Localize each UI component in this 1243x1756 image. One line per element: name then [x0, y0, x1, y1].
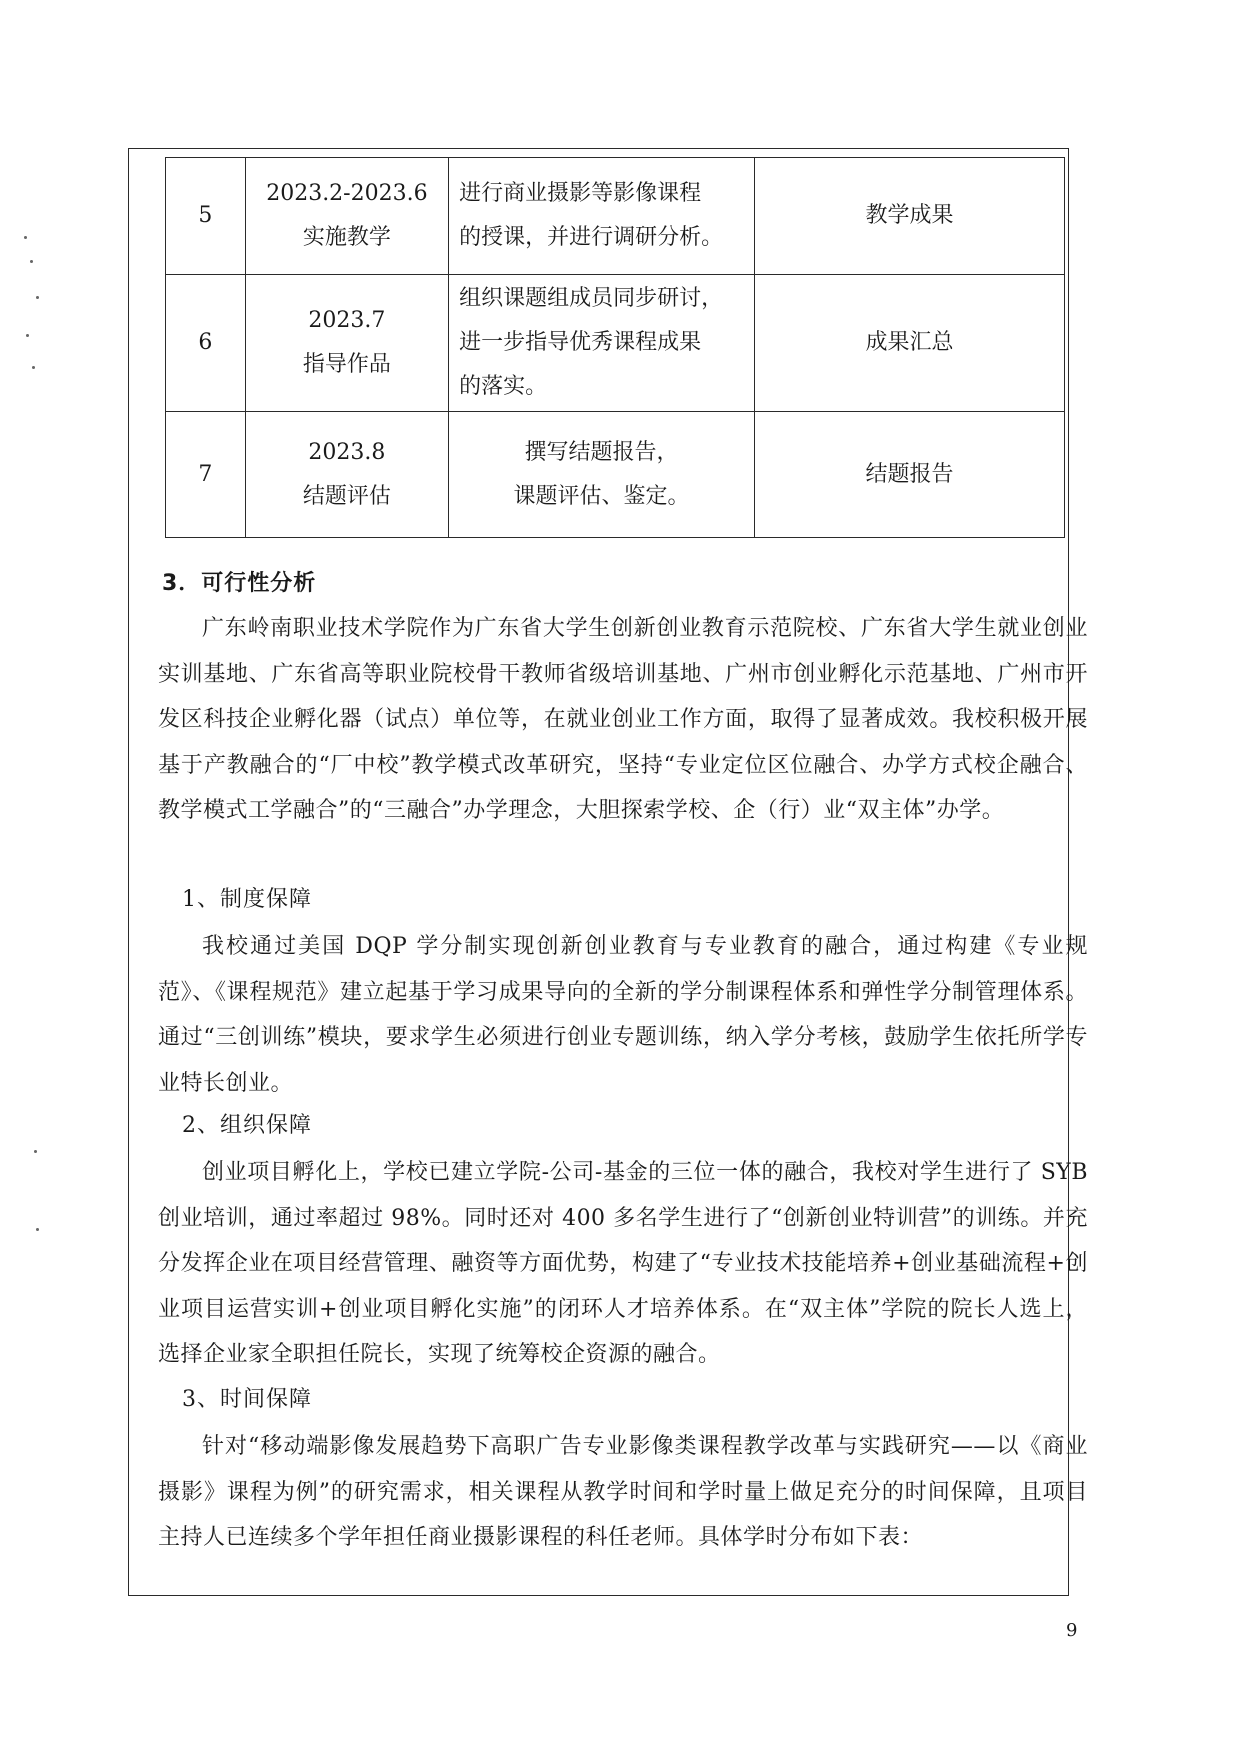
content-line: 的落实。 [459, 374, 548, 399]
section-title: 3．可行性分析 [162, 571, 317, 596]
subsection-title-organization: 2、组织保障 [182, 1113, 312, 1138]
table-row [166, 275, 1065, 412]
subsection-title-time: 3、时间保障 [182, 1387, 312, 1412]
row-content [449, 158, 755, 275]
row-number: 6 [166, 275, 246, 412]
scan-mark [32, 366, 35, 369]
page-number: 9 [1066, 1620, 1078, 1641]
row-time [245, 412, 449, 538]
system-paragraph: 我校通过美国 DQP 学分制实现创新创业教育与专业教育的融合，通过构建《专业规范》、《课程规范》建立起基于学习成果导向的全新的学分制课程体系和弹性学分制管理体系。通过“三创训练”模块，要求学生必须进行创业专题训练，纳入学分考核，鼓励学生依托所学专业特长创业。 [158, 934, 1088, 1096]
time-stage: 指导作品 [302, 352, 391, 377]
schedule-table [165, 157, 1065, 538]
row-time [245, 158, 449, 275]
row-content [449, 412, 755, 538]
time-period: 2023.7 [308, 308, 386, 333]
table-row [166, 158, 1065, 275]
scan-mark [26, 334, 29, 337]
content-line: 撰写结题报告， [524, 439, 679, 465]
content-line: 进行商业摄影等影像课程 [459, 181, 702, 206]
content-line: 课题评估、鉴定。 [513, 483, 690, 509]
row-result: 结题报告 [754, 412, 1064, 538]
time-paragraph: 针对“移动端影像发展趋势下高职广告专业影像类课程教学改革与实践研究——以《商业摄影》课程为例”的研究需求，相关课程从教学时间和学时量上做足充分的时间保障，且项目主持人已连续多个学年担任商业摄影课程的科任老师。具体学时分布如下表： [158, 1434, 1088, 1550]
content-line: 的授课，并进行调研分析。 [459, 225, 724, 250]
row-content [449, 275, 755, 412]
time-period: 2023.8 [308, 439, 386, 465]
table-row [166, 412, 1065, 538]
scan-mark [30, 260, 33, 263]
row-result: 成果汇总 [754, 275, 1064, 412]
row-time [245, 275, 449, 412]
row-number: 5 [166, 158, 246, 275]
content-line: 进一步指导优秀课程成果 [459, 330, 702, 355]
subsection-title-system: 1、制度保障 [182, 887, 312, 912]
intro-paragraph: 广东岭南职业技术学院作为广东省大学生创新创业教育示范院校、广东省大学生就业创业实训基地、广东省高等职业院校骨干教师省级培训基地、广州市创业孵化示范基地、广州市开发区科技企业孵化器（试点）单位等，在就业创业工作方面，取得了显著成效。我校积极开展基于产教融合的“厂中校”教学模式改革研究，坚持“专业定位区位融合、办学方式校企融合、教学模式工学融合”的“三融合”办学理念，大胆探索学校、企（行）业“双主体”办学。 [158, 616, 1088, 823]
scan-mark [36, 296, 39, 299]
scan-mark [24, 236, 27, 239]
organization-paragraph: 创业项目孵化上，学校已建立学院-公司-基金的三位一体的融合，我校对学生进行了 SYB 创业培训，通过率超过 98%。同时还对 400 多名学生进行了“创新创业特训营”的训练。并充分发挥企业在项目经营管理、融资等方面优势，构建了“专业技术技能培养+创业基础流程+创业项目运营实训+创业项目孵化实施”的闭环人才培养体系。在“双主体”学院的院长人选上，选择企业家全职担任院长，实现了统筹校企资源的融合。 [158, 1160, 1088, 1367]
time-stage: 实施教学 [302, 225, 391, 250]
row-result: 教学成果 [754, 158, 1064, 275]
time-period: 2023.2-2023.6 [266, 181, 428, 206]
content-line: 组织课题组成员同步研讨， [459, 286, 724, 311]
scan-mark [34, 1150, 37, 1153]
scan-mark [36, 1228, 39, 1231]
row-number: 7 [166, 412, 246, 538]
time-stage: 结题评估 [302, 483, 391, 509]
